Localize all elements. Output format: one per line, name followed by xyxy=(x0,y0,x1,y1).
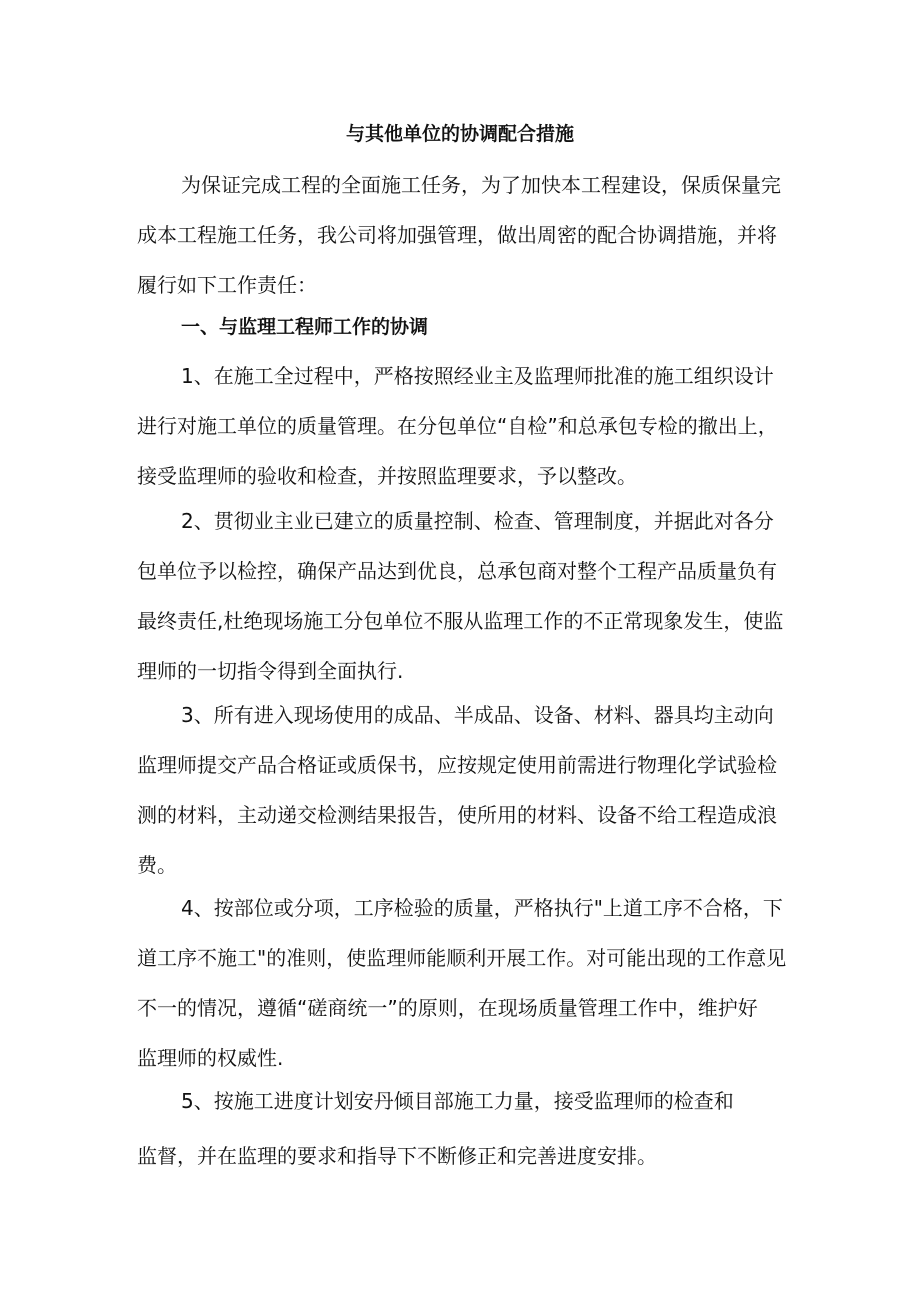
item-4-paragraph xyxy=(137,883,797,1083)
intro-line: 成本工程施工任务，我公司将加强管理，做出周密的配合协调措施，并将 xyxy=(137,223,777,247)
item-4-line: 不一的情况，遵循“磋商统一”的原则，在现场质量管理工作中，维护好 xyxy=(137,996,758,1020)
item-4-line: 4、按部位或分项，工序检验的质量，严格执行"上道工序不合格，下 xyxy=(181,896,783,920)
item-1-paragraph xyxy=(137,351,797,501)
item-3-line: 3、所有进入现场使用的成品、半成品、设备、材料、器具均主动向 xyxy=(181,703,774,727)
item-3-line: 测的材料，主动递交检测结果报告，使所用的材料、设备不给工程造成浪 xyxy=(137,803,777,827)
item-1-line: 1、在施工全过程中，严格按照经业主及监理师批准的施工组织设计 xyxy=(181,364,774,388)
document-title: 与其他单位的协调配合措施 xyxy=(345,123,574,145)
item-1-line: 接受监理师的验收和检查，并按照监理要求，予以整改。 xyxy=(137,464,637,488)
item-2-line: 2、贯彻业主业已建立的质量控制、检查、管理制度，并据此对各分 xyxy=(181,509,774,533)
item-2-line: 包单位予以检控，确保产品达到优良，总承包商对整个工程产品质量负有 xyxy=(137,559,777,583)
item-3-paragraph xyxy=(137,690,797,890)
intro-line: 履行如下工作责任： xyxy=(137,273,317,297)
item-4-line: 道工序不施工"的准则，使监理师能顺利开展工作。对可能出现的工作意见 xyxy=(137,946,787,970)
item-4-line: 监理师的权威性. xyxy=(137,1046,284,1070)
item-2-line: 理师的一切指令得到全面执行. xyxy=(137,659,404,683)
section-heading: 一、与监理工程师工作的协调 xyxy=(181,316,429,338)
item-5-line: 监督，并在监理的要求和指导下不断修正和完善进度安排。 xyxy=(137,1144,657,1168)
item-2-line: 最终责任,杜绝现场施工分包单位不服从监理工作的不正常现象发生，使监 xyxy=(137,609,784,633)
item-3-line: 监理师提交产品合格证或质保书，应按规定使用前需进行物理化学试验检 xyxy=(137,753,777,777)
item-3-line: 费。 xyxy=(137,853,177,877)
intro-paragraph xyxy=(137,160,797,310)
item-2-paragraph xyxy=(137,496,797,696)
item-1-line: 进行对施工单位的质量管理。在分包单位“自检”和总承包专检的撤出上， xyxy=(137,414,778,438)
item-5-line: 5、按施工进度计划安丹倾目部施工力量，接受监理师的检查和 xyxy=(181,1089,734,1113)
intro-line: 为保证完成工程的全面施工任务，为了加快本工程建设，保质保量完 xyxy=(181,173,781,197)
